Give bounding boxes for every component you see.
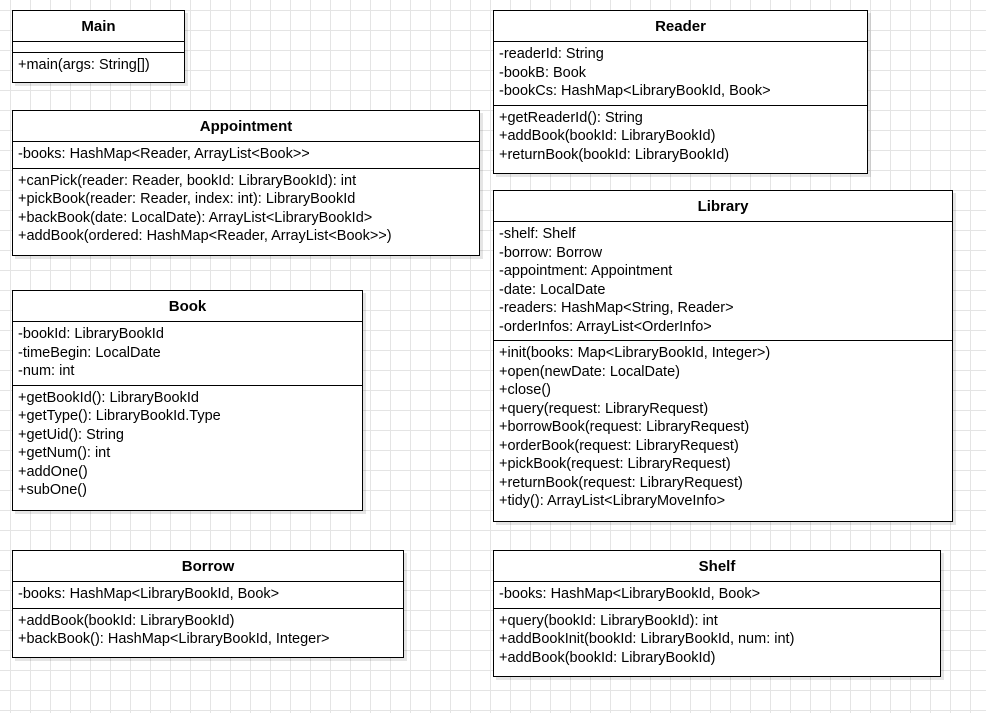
attribute: -books: HashMap<Reader, ArrayList<Book>> — [18, 146, 310, 162]
method: +getNum(): int — [18, 445, 111, 461]
method: +tidy(): ArrayList<LibraryMoveInfo> — [499, 493, 726, 509]
method: +addOne() — [18, 463, 88, 480]
attribute: -books: HashMap<LibraryBookId, Book> — [499, 586, 761, 602]
method: +addBook(bookId: LibraryBookId) — [499, 128, 716, 144]
class-name: Reader — [494, 11, 867, 42]
method: +borrowBook(request: LibraryRequest) — [499, 419, 750, 435]
class-library[interactable] — [493, 190, 953, 522]
methods-section — [13, 609, 403, 653]
attribute: -readerId: String — [499, 46, 604, 62]
methods-section — [494, 106, 867, 169]
attributes-section — [13, 142, 479, 169]
method: +getBookId(): LibraryBookId — [18, 389, 199, 406]
class-shelf[interactable] — [493, 550, 941, 677]
attributes-section — [13, 582, 403, 609]
attributes-section — [13, 42, 184, 53]
methods-section — [13, 386, 362, 504]
attribute: -orderInfos: ArrayList<OrderInfo> — [499, 318, 712, 335]
attribute: -shelf: Shelf — [499, 226, 576, 242]
attributes-section — [494, 222, 952, 341]
class-main[interactable] — [12, 10, 185, 83]
methods-section — [494, 609, 940, 672]
method: +getReaderId(): String — [499, 109, 643, 126]
methods-section — [13, 169, 479, 250]
method: +canPick(reader: Reader, bookId: LibraryBookId): int — [18, 172, 357, 189]
method: +pickBook(request: LibraryRequest) — [499, 456, 731, 472]
class-name: Appointment — [13, 111, 479, 142]
class-appointment[interactable] — [12, 110, 480, 256]
attribute: -timeBegin: LocalDate — [18, 344, 161, 361]
class-name: Library — [494, 191, 952, 222]
class-reader[interactable] — [493, 10, 868, 174]
method: +addBookInit(bookId: LibraryBookId, num: int) — [499, 631, 795, 647]
attributes-section — [494, 42, 867, 106]
class-name: Book — [13, 291, 362, 322]
method: +addBook(bookId: LibraryBookId) — [499, 649, 716, 666]
method: +subOne() — [18, 482, 87, 498]
attribute: -bookCs: HashMap<LibraryBookId, Book> — [499, 83, 771, 99]
method: +backBook(): HashMap<LibraryBookId, Integer> — [18, 631, 330, 647]
class-borrow[interactable] — [12, 550, 404, 658]
method: +returnBook(request: LibraryRequest) — [499, 474, 743, 491]
class-book[interactable] — [12, 290, 363, 511]
method: +pickBook(reader: Reader, index: int): LibraryBookId — [18, 191, 356, 207]
attributes-section — [494, 582, 940, 609]
class-name: Main — [13, 11, 184, 42]
method: +query(request: LibraryRequest) — [499, 400, 709, 417]
attribute: -bookId: LibraryBookId — [18, 326, 164, 342]
method: +addBook(ordered: HashMap<Reader, ArrayList<Book>>) — [18, 228, 392, 244]
attribute: -appointment: Appointment — [499, 263, 673, 279]
methods-section — [494, 341, 952, 515]
attribute: -num: int — [18, 363, 75, 379]
method: +main(args: String[]) — [18, 57, 150, 73]
method: +open(newDate: LocalDate) — [499, 363, 680, 380]
method: +close() — [499, 382, 551, 398]
method: +init(books: Map<LibraryBookId, Integer>) — [499, 345, 771, 361]
method: +returnBook(bookId: LibraryBookId) — [499, 146, 730, 163]
attributes-section — [13, 322, 362, 386]
method: +getType(): LibraryBookId.Type — [18, 408, 221, 424]
attribute: -date: LocalDate — [499, 281, 606, 298]
class-name: Borrow — [13, 551, 403, 582]
method: +query(bookId: LibraryBookId): int — [499, 612, 718, 629]
method: +orderBook(request: LibraryRequest) — [499, 437, 739, 454]
attribute: -borrow: Borrow — [499, 244, 603, 261]
method: +getUid(): String — [18, 426, 124, 443]
class-name: Shelf — [494, 551, 940, 582]
attribute: -readers: HashMap<String, Reader> — [499, 300, 734, 316]
method: +addBook(bookId: LibraryBookId) — [18, 612, 235, 629]
method: +backBook(date: LocalDate): ArrayList<LibraryBookId> — [18, 209, 373, 226]
attribute: -bookB: Book — [499, 64, 587, 81]
attribute: -books: HashMap<LibraryBookId, Book> — [18, 586, 280, 602]
methods-section — [13, 53, 184, 79]
